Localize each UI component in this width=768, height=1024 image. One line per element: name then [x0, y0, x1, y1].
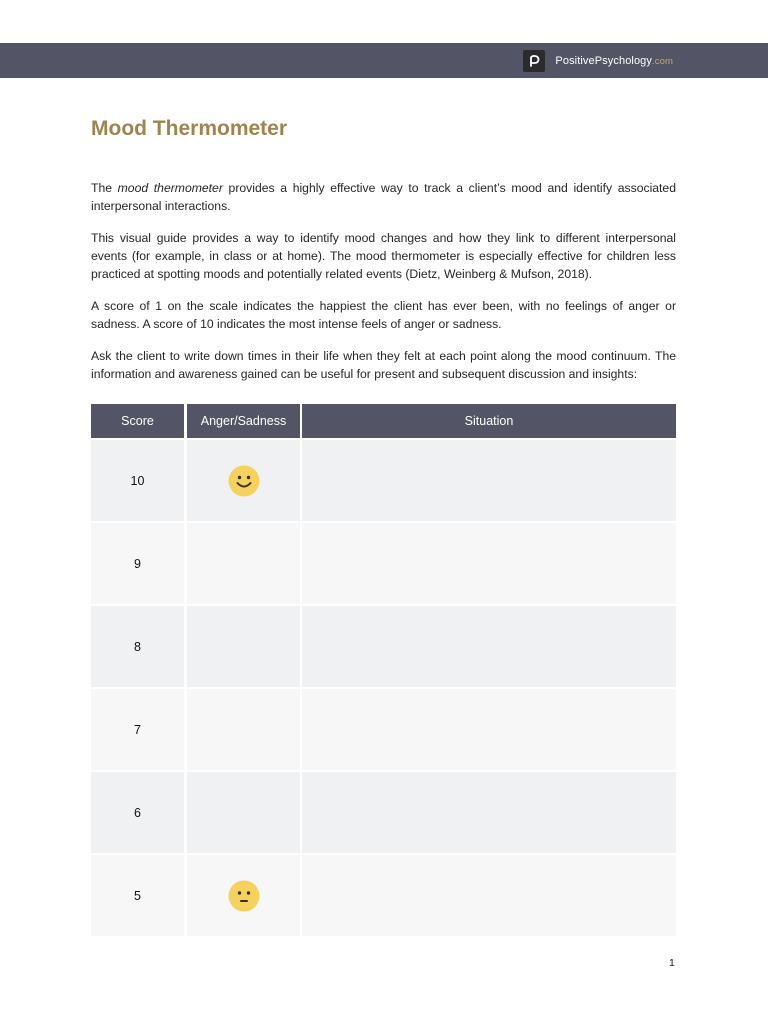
header-score: Score: [91, 404, 184, 438]
situation-cell[interactable]: [302, 440, 676, 521]
paragraph-instructions: Ask the client to write down times in their life when they felt at each point along the mood continuum. The information and awareness gained can be useful for present and subsequent discussion and insights:: [91, 349, 676, 381]
situation-cell[interactable]: [302, 855, 676, 936]
score-cell: 10: [91, 440, 184, 521]
smiley-neutral-icon: [228, 880, 260, 912]
header-anger-sadness: Anger/Sadness: [187, 404, 300, 438]
anger-sadness-cell[interactable]: [187, 689, 300, 770]
anger-sadness-cell[interactable]: [187, 772, 300, 853]
anger-sadness-cell[interactable]: [187, 606, 300, 687]
paragraph-intro: [91, 179, 676, 215]
situation-cell[interactable]: [302, 606, 676, 687]
table-row: [91, 772, 676, 853]
table-row: [91, 523, 676, 604]
mood-table: [91, 404, 676, 936]
header-situation: Situation: [302, 404, 676, 438]
score-cell: 7: [91, 689, 184, 770]
brand-domain: .com: [652, 55, 673, 67]
paragraph-visual-guide: This visual guide provides a way to identify mood changes and how they link to different interpersonal events (for example, in class or at home). The mood thermometer is especially effective for children less practiced at spotting moods and potentially related events (Dietz, Weinberg & Mufson, 2018).: [91, 231, 676, 281]
situation-cell[interactable]: [302, 689, 676, 770]
anger-sadness-cell: [187, 855, 300, 936]
table-row: [91, 606, 676, 687]
intro-text-1: The: [91, 181, 118, 195]
anger-sadness-cell[interactable]: [187, 523, 300, 604]
smiley-happy-icon: [228, 465, 260, 497]
score-cell: 9: [91, 523, 184, 604]
paragraph-score-scale: A score of 1 on the scale indicates the happiest the client has ever been, with no feelings of anger or sadness. A score of 10 indicates the most intense feels of anger or sadness.: [91, 299, 676, 331]
anger-sadness-cell: [187, 440, 300, 521]
table-row: [91, 440, 676, 521]
score-cell: 8: [91, 606, 184, 687]
brand-name-main: PositivePsychology: [555, 54, 652, 67]
brand-name: [555, 55, 673, 67]
table-row: [91, 855, 676, 936]
table-row: [91, 689, 676, 770]
score-cell: 6: [91, 772, 184, 853]
score-cell: 5: [91, 855, 184, 936]
table-header-row: [91, 404, 676, 438]
situation-cell[interactable]: [302, 523, 676, 604]
brand[interactable]: [523, 50, 673, 71]
situation-cell[interactable]: [302, 772, 676, 853]
page-number: 1: [669, 957, 675, 969]
header-bar: [0, 43, 768, 78]
intro-text-2: provides a highly effective way to track a client’s mood and identify associated interpersonal interactions.: [91, 181, 676, 213]
intro-emphasis: mood thermometer: [117, 181, 223, 195]
positivepsychology-logo-icon: [523, 50, 545, 72]
page-title: Mood Thermometer: [91, 117, 288, 140]
